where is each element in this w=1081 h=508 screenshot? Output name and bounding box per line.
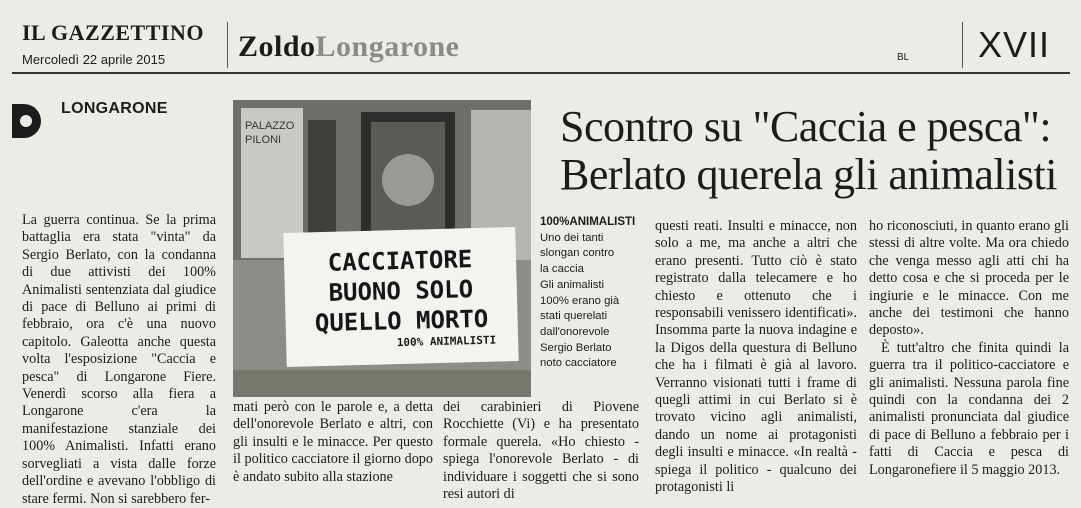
caption-line: slongan contro xyxy=(540,247,615,260)
door-label-2: PILONI xyxy=(245,134,282,146)
paragraph: ho riconosciuti, in quanto erano gli stessi di altre volte. Ma ora chiedo che venga messo agli atti chi ha detto cosa e che si proceda per le ingiurie e le minacce. Con me anche dei testimoni che hanno deposto». xyxy=(869,218,1069,339)
region-code: BL xyxy=(897,52,910,63)
banner-line-1: CACCIATORE xyxy=(327,245,473,277)
caption-head: 100%ANIMALISTI xyxy=(540,216,636,228)
caption-line: Sergio Berlato xyxy=(540,341,612,354)
article-column-5 xyxy=(869,218,1069,497)
issue-date: Mercoledì 22 aprile 2015 xyxy=(22,52,166,67)
caption-line: la caccia xyxy=(540,263,584,276)
article-column-3: dei carabinieri di Piovene Rocchiette (Vi) e ha presentato formale querela. «Ho chiesto - spiega l'onorevole Berlato - di individuare i soggetti che si sono resi autori di xyxy=(443,399,639,503)
header-divider-left xyxy=(227,22,228,68)
header-rule xyxy=(12,72,1070,74)
caption-line: noto cacciatore xyxy=(540,357,617,370)
caption-line: dall'onorevole xyxy=(540,325,610,338)
headline-line-2: Berlato querela gli animalisti xyxy=(560,150,1057,199)
article-photo xyxy=(233,100,531,397)
section-title xyxy=(238,30,460,64)
article-column-2: mati però con le parole e, a detta dell'onorevole Berlato e altri, con gli insulti e le minacce. Per questo il politico cacciatore il giorno dopo è andato subito alla stazione xyxy=(233,399,433,485)
caption-line: Gli animalisti xyxy=(540,278,605,291)
masthead: IL GAZZETTINO xyxy=(22,20,204,45)
door-label-1: PALAZZO xyxy=(245,120,295,132)
protest-banner xyxy=(283,227,518,367)
caption-line: 100% erano già xyxy=(540,294,620,307)
banner-line-3: QUELLO MORTO xyxy=(314,304,489,338)
banner-signature: 100% ANIMALISTI xyxy=(396,333,497,350)
header-divider-right xyxy=(962,22,963,68)
page-number: XVII xyxy=(978,24,1051,65)
article-column-1: La guerra continua. Se la prima battaglia era stata "vinta" da Sergio Berlato, con la condanna di due attivisti dei 100% Animalisti sentenziata dal giudice di pace di Belluno ai primi di febbraio, ora c'è una nuovo capitolo. Galeotta anche questa volta l'esposizione "Caccia e pesca" di Longarone Fiere. Venerdì scorso alla fiera a Longarone c'era la manifestazione stanziale dei 100% Animalisti. Infatti erano sorvegliati a vista dalle forze dell'ordine e avevano l'obbligo di stare fermi. Non si sarebbero fer- xyxy=(22,212,216,507)
headline-line-1: Scontro su "Caccia e pesca": xyxy=(560,102,1052,151)
banner-line-2: BUONO SOLO xyxy=(328,275,474,307)
section-title-second: Longarone xyxy=(315,30,460,63)
caption-line: stati querelati xyxy=(540,310,608,323)
caption-line: Uno dei tanti xyxy=(540,231,604,244)
photo-caption xyxy=(540,215,650,372)
section-title-first: Zoldo xyxy=(238,30,316,63)
article-kicker: LONGARONE xyxy=(61,100,168,117)
article-column-4: questi reati. Insulti e minacce, non solo a me, ma anche a altri che erano presenti. Tutto ciò è stato registrato dalla telecamere e ho chiesto e ottenuto che i responsabili venissero identificati». Insomma parte la nuova indagine e la Digos della questura di Belluno che ha i filmati è già al lavoro. Verranno visionati tutti i frame di quegli attimi in cui Berlato si è trovato vicino agli animalisti, dando un nome ai protagonisti degli insulti e minacce. «In realtà - spiega il politico - qualcuno dei protagonisti li xyxy=(655,218,857,496)
paragraph: È tutt'altro che finita quindi la guerra tra il politico-cacciatore e gli animalisti. Nessuna parola fine quindi con la condanna dei 2 animalisti pronunciata dal giudice di pace di Belluno a febbraio per i fatti di Caccia e pesca di Longaronefiere il 5 maggio 2013. xyxy=(869,339,1069,478)
circle-d-icon xyxy=(12,104,46,138)
